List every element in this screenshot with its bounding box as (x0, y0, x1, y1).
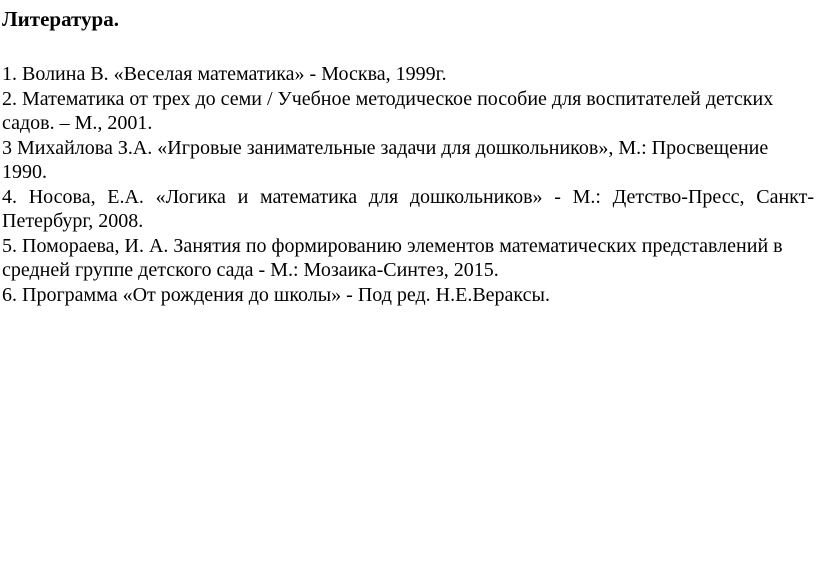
reference-item-2: 2. Математика от трех до семи / Учебное методическое пособие для воспитателей детских садов. – М., 2001. (2, 87, 774, 134)
reference-item-6: 6. Программа «От рождения до школы» - Под ред. Н.Е.Вераксы. (2, 283, 550, 306)
reference-item-4: 4. Носова, Е.А. «Логика и математика для дошкольников» - М.: Детство-Пресс, Санкт-Петербург, 2008. (2, 185, 814, 232)
reference-item-3: 3 Михайлова З.А. «Игровые занимательные задачи для дошкольников», М.: Просвещение 1990. (2, 136, 769, 183)
page-title: Литература. (2, 7, 119, 31)
reference-list (2, 62, 814, 307)
document-page (2, 0, 814, 307)
reference-item-5: 5. Помораева, И. А. Занятия по формированию элементов математических представлений в средней группе детского сада - М.: Мозаика-Синтез, 2015. (2, 234, 783, 281)
reference-item-1: 1. Волина В. «Веселая математика» - Москва, 1999г. (2, 63, 447, 85)
